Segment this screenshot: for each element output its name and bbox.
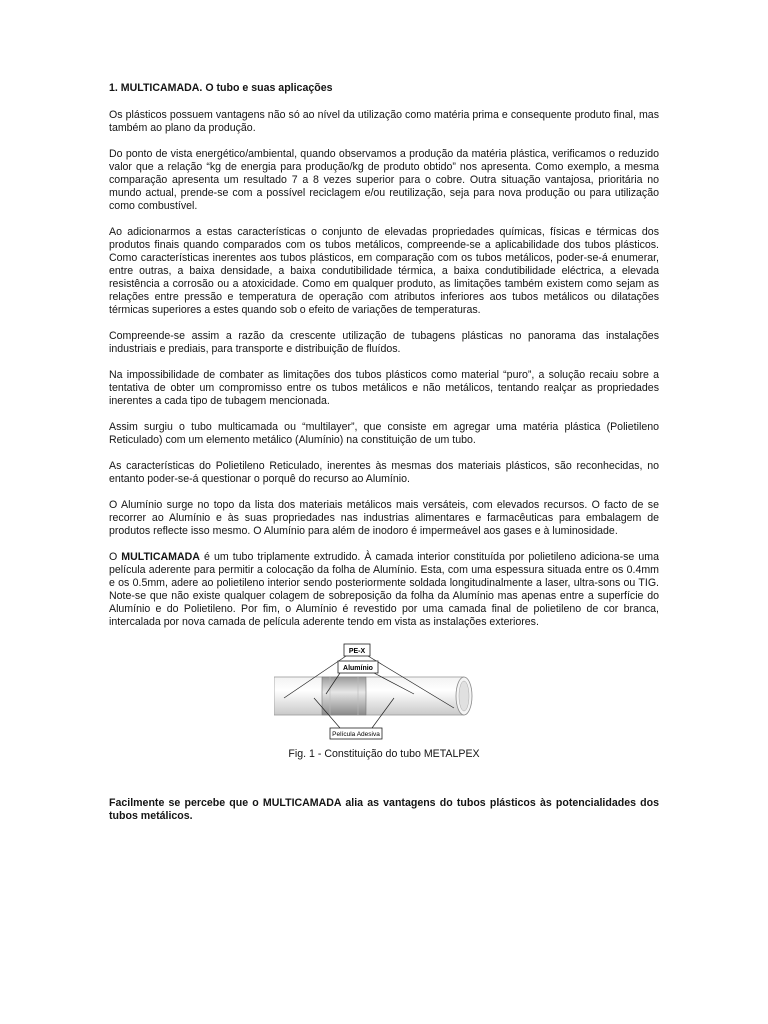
conclusion-paragraph: Facilmente se percebe que o MULTICAMADA alia as vantagens do tubos plásticos às potencialidades dos tubos metálicos.	[109, 797, 659, 822]
paragraph-3: Ao adicionarmos a estas características o conjunto de elevadas propriedades químicas, físicas e térmicas dos produtos finais quando comparados com os tubos metálicos, compreende-se a aplicabilidade dos tubos plásticos. Como características inerentes aos tubos plásticos, em comparação com os tubos metálicos, poder-se-á enumerar, entre outras, a baixa densidade, a baixa condutibilidade térmica, a baixa condutibilidade eléctrica, a elevada resistência a corrosão ou a atoxicidade. Como em qualquer produto, as limitações também existem como sejam as relações entre pressão e temperatura de operação com atributos inferiores aos tubos metálicos ou dilatações térmicas superiores a estes quando sob o efeito de variações de temperaturas.	[109, 226, 659, 316]
paragraph-6: Assim surgiu o tubo multicamada ou “multilayer”, que consiste em agregar uma matéria plástica (Polietileno Reticulado) com um elemento metálico (Alumínio) na constituição de um tubo.	[109, 421, 659, 446]
pipe-figure	[109, 642, 659, 761]
document-content	[109, 82, 659, 823]
figure-caption: Fig. 1 - Constituição do tubo METALPEX	[288, 748, 480, 760]
label-pelicula: Película Adesiva	[332, 731, 380, 738]
pipe-body	[274, 677, 464, 715]
pipe-diagram	[274, 642, 494, 742]
paragraph-8: O Alumínio surge no topo da lista dos materiais metálicos mais versáteis, com elevados recursos. O facto de se recorrer ao Alumínio e às suas propriedades nas industrias alimentares e farmacêuticas para embalagem de produtos reflecte isso mesmo. O Alumínio para além de inodoro é impermeável aos gases e à luminosidade.	[109, 499, 659, 537]
label-pex: PE-X	[348, 648, 366, 655]
multicamada-prefix: O	[109, 551, 122, 563]
paragraph-4: Compreende-se assim a razão da crescente utilização de tubagens plásticas no panorama das instalações industriais e prediais, para transporte e distribuição de fluídos.	[109, 330, 659, 355]
paragraph-5: Na impossibilidade de combater as limitações dos tubos plásticos como material “puro”, a solução recaiu sobre a tentativa de obter um compromisso entre os tubos metálicos e não metálicos, tentando realçar as propriedades inerentes a cada tipo de tubagem mencionada.	[109, 369, 659, 407]
label-aluminio: Alumínio	[343, 665, 373, 672]
aluminium-layer	[322, 677, 366, 715]
paragraph-multicamada	[109, 551, 659, 629]
section-heading: 1. MULTICAMADA. O tubo e suas aplicações	[109, 82, 333, 94]
paragraph-7: As características do Polietileno Reticulado, inerentes às mesmas dos materiais plásticos, são reconhecidas, no entanto poder-se-á questionar o porquê do recurso ao Alumínio.	[109, 460, 659, 485]
paragraph-1: Os plásticos possuem vantagens não só ao nível da utilização como matéria prima e consequente produto final, mas também ao plano da produção.	[109, 109, 659, 134]
multicamada-bold-word: MULTICAMADA	[121, 551, 200, 563]
paragraph-2: Do ponto de vista energético/ambiental, quando observamos a produção da matéria plástica, verificamos o reduzido valor que a relação “kg de energia para produção/kg de produto obtido” nos apresenta. Como exemplo, a mesma comparação apresenta um resultado 7 a 8 vezes superior para o cobre. Outra situação vantajosa, prioritária no mundo actual, prende-se com a possível reciclagem e/ou reutilização, seja para nova produção ou para utilização como combustível.	[109, 148, 659, 212]
multicamada-rest: é um tubo triplamente extrudido. À camada interior constituída por polietileno adiciona-se uma película aderente para permitir a colocação da folha de Alumínio. Esta, com uma espessura situada entre os 0.4mm e os 0.5mm, adere ao polietileno interior sendo posteriormente soldada longitudinalmente a laser, ultra-sons ou TIG. Note-se que não existe qualquer colagem de sobreposição da folha da Alumínio mas apenas entre a superfície do Alumínio e do Polietileno. Por fim, o Alumínio é revestido por uma camada final de polietileno de cor branca, intercalada por nova camada de película aderente tendo em vista as instalações exteriores.	[109, 551, 659, 628]
